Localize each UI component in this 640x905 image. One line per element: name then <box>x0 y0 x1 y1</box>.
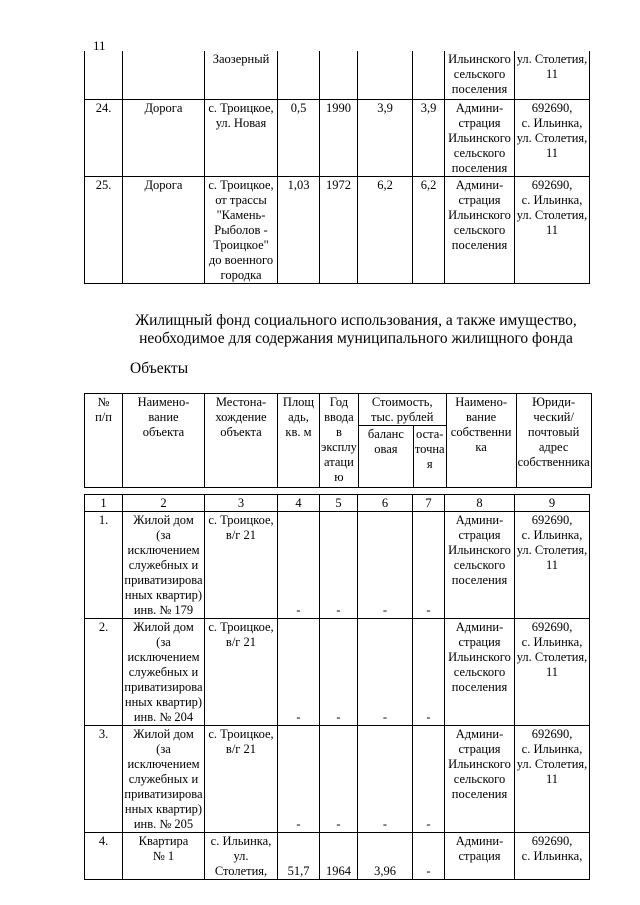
cell-balance: 3,9 <box>358 99 413 176</box>
table-row <box>85 99 590 176</box>
column-number: 7 <box>413 495 445 512</box>
objects-table-header <box>84 393 592 488</box>
roads-table <box>84 51 590 284</box>
cell-name <box>123 51 205 99</box>
column-number: 5 <box>320 495 358 512</box>
header-number: № п/п <box>85 394 123 488</box>
cell-year: 1964 <box>320 833 358 880</box>
cell-address: 692690, с. Ильинка, ул. Столетия, 11 <box>515 726 590 833</box>
header-residual: оста- точна я <box>413 426 446 488</box>
column-number: 8 <box>445 495 515 512</box>
cell-number <box>85 51 123 99</box>
cell-year: 1972 <box>320 176 358 283</box>
page-number: 11 <box>93 38 106 53</box>
cell-owner: Админи- страция Ильинского сельского поселения <box>445 726 515 833</box>
cell-owner: Админи- страция Ильинского сельского поселения <box>445 99 515 176</box>
header-owner: Наимено- вание собственни ка <box>446 394 516 488</box>
cell-location: с. Троицкое, в/г 21 <box>205 619 278 726</box>
cell-owner: Админи- страция Ильинского сельского поселения <box>445 176 515 283</box>
table-row <box>85 833 590 880</box>
header-location: Местона- хождение объекта <box>205 394 278 488</box>
cell-name: Жилой дом (за исключением служебных и приватизирова нных квартир) инв. № 204 <box>124 620 203 724</box>
cell-residual: 6,2 <box>413 176 445 283</box>
cell-location: Заозерный <box>205 51 278 99</box>
header-name: Наимено- вание объекта <box>123 394 205 488</box>
cell-balance: 3,96 <box>358 833 413 880</box>
cell-name: Жилой дом (за исключением служебных и приватизирова нных квартир) инв. № 205 <box>124 727 203 831</box>
cell-year <box>320 51 358 99</box>
cell-number: 1. <box>85 512 123 619</box>
column-number: 3 <box>205 495 278 512</box>
cell-balance: - <box>358 512 413 619</box>
cell-address: 692690, с. Ильинка, ул. Столетия, 11 <box>515 176 590 283</box>
cell-owner: Админи- страция Ильинского сельского поселения <box>445 619 515 726</box>
cell-year: - <box>320 726 358 833</box>
cell-area: - <box>278 619 320 726</box>
cell-number: 25. <box>85 176 123 283</box>
cell-address: 692690, с. Ильинка, ул. Столетия, 11 <box>515 512 590 619</box>
header-area: Площ адь, кв. м <box>278 394 320 488</box>
cell-address: ул. Столетия, 11 <box>515 51 590 99</box>
cell-location: с. Троицкое, в/г 21 <box>205 512 278 619</box>
table-row <box>85 51 590 99</box>
cell-name: Дорога <box>123 176 205 283</box>
cell-area: 51,7 <box>278 833 320 880</box>
cell-residual: - <box>413 512 445 619</box>
header-cost: Стоимость, тыс. рублей <box>358 394 446 426</box>
column-numbers-row <box>85 495 590 512</box>
cell-area: - <box>278 726 320 833</box>
cell-area: 0,5 <box>278 99 320 176</box>
cell-residual: - <box>413 833 445 880</box>
objects-table <box>84 494 590 880</box>
table-row <box>85 619 590 726</box>
cell-residual: - <box>413 619 445 726</box>
cell-number: 2. <box>85 619 123 726</box>
cell-number: 24. <box>85 99 123 176</box>
cell-area: 1,03 <box>278 176 320 283</box>
column-number: 6 <box>358 495 413 512</box>
header-balance: баланс овая <box>358 426 413 488</box>
column-number: 1 <box>85 495 123 512</box>
cell-number: 3. <box>85 726 123 833</box>
cell-name: Жилой дом (за исключением служебных и приватизирова нных квартир) инв. № 179 <box>124 513 203 617</box>
cell-balance: - <box>358 726 413 833</box>
column-number: 4 <box>278 495 320 512</box>
cell-number: 4. <box>85 833 123 880</box>
cell-residual: 3,9 <box>413 99 445 176</box>
table-row <box>85 512 590 619</box>
cell-year: - <box>320 512 358 619</box>
cell-owner: Админи- страция Ильинского сельского поселения <box>445 512 515 619</box>
cell-area <box>278 51 320 99</box>
section-subheading: Объекты <box>130 360 189 377</box>
cell-location: с. Троицкое, от трассы "Камень- Рыболов - Троицкое" до военного городка <box>205 176 278 283</box>
cell-balance <box>358 51 413 99</box>
column-number: 2 <box>123 495 205 512</box>
cell-balance: - <box>358 619 413 726</box>
cell-location: с. Троицкое, ул. Новая <box>205 99 278 176</box>
cell-year: 1990 <box>320 99 358 176</box>
cell-location: с. Троицкое, в/г 21 <box>205 726 278 833</box>
column-number: 9 <box>515 495 590 512</box>
cell-residual: - <box>413 726 445 833</box>
cell-residual <box>413 51 445 99</box>
cell-address: 692690, с. Ильинка, ул. Столетия, 11 <box>515 619 590 726</box>
cell-balance: 6,2 <box>358 176 413 283</box>
table-row <box>85 176 590 283</box>
cell-owner: Админи- страция <box>445 833 515 880</box>
cell-area: - <box>278 512 320 619</box>
cell-owner: Ильинского сельского поселения <box>445 51 515 99</box>
table-row <box>85 726 590 833</box>
cell-address: 692690, с. Ильинка, <box>515 833 590 880</box>
cell-name: Дорога <box>123 99 205 176</box>
header-address: Юриди- ческий/ почтовый адрес собственника <box>516 394 591 488</box>
header-year: Год ввода в эксплу атаци ю <box>320 394 359 488</box>
cell-year: - <box>320 619 358 726</box>
cell-location: с. Ильинка, ул. Столетия, <box>205 833 278 880</box>
section-heading: Жилищный фонд социального использования, а также имущество, необходимое для содержания муниципального жилищного фонда <box>135 312 577 347</box>
cell-name: Квартира № 1 <box>123 833 205 880</box>
cell-address: 692690, с. Ильинка, ул. Столетия, 11 <box>515 99 590 176</box>
